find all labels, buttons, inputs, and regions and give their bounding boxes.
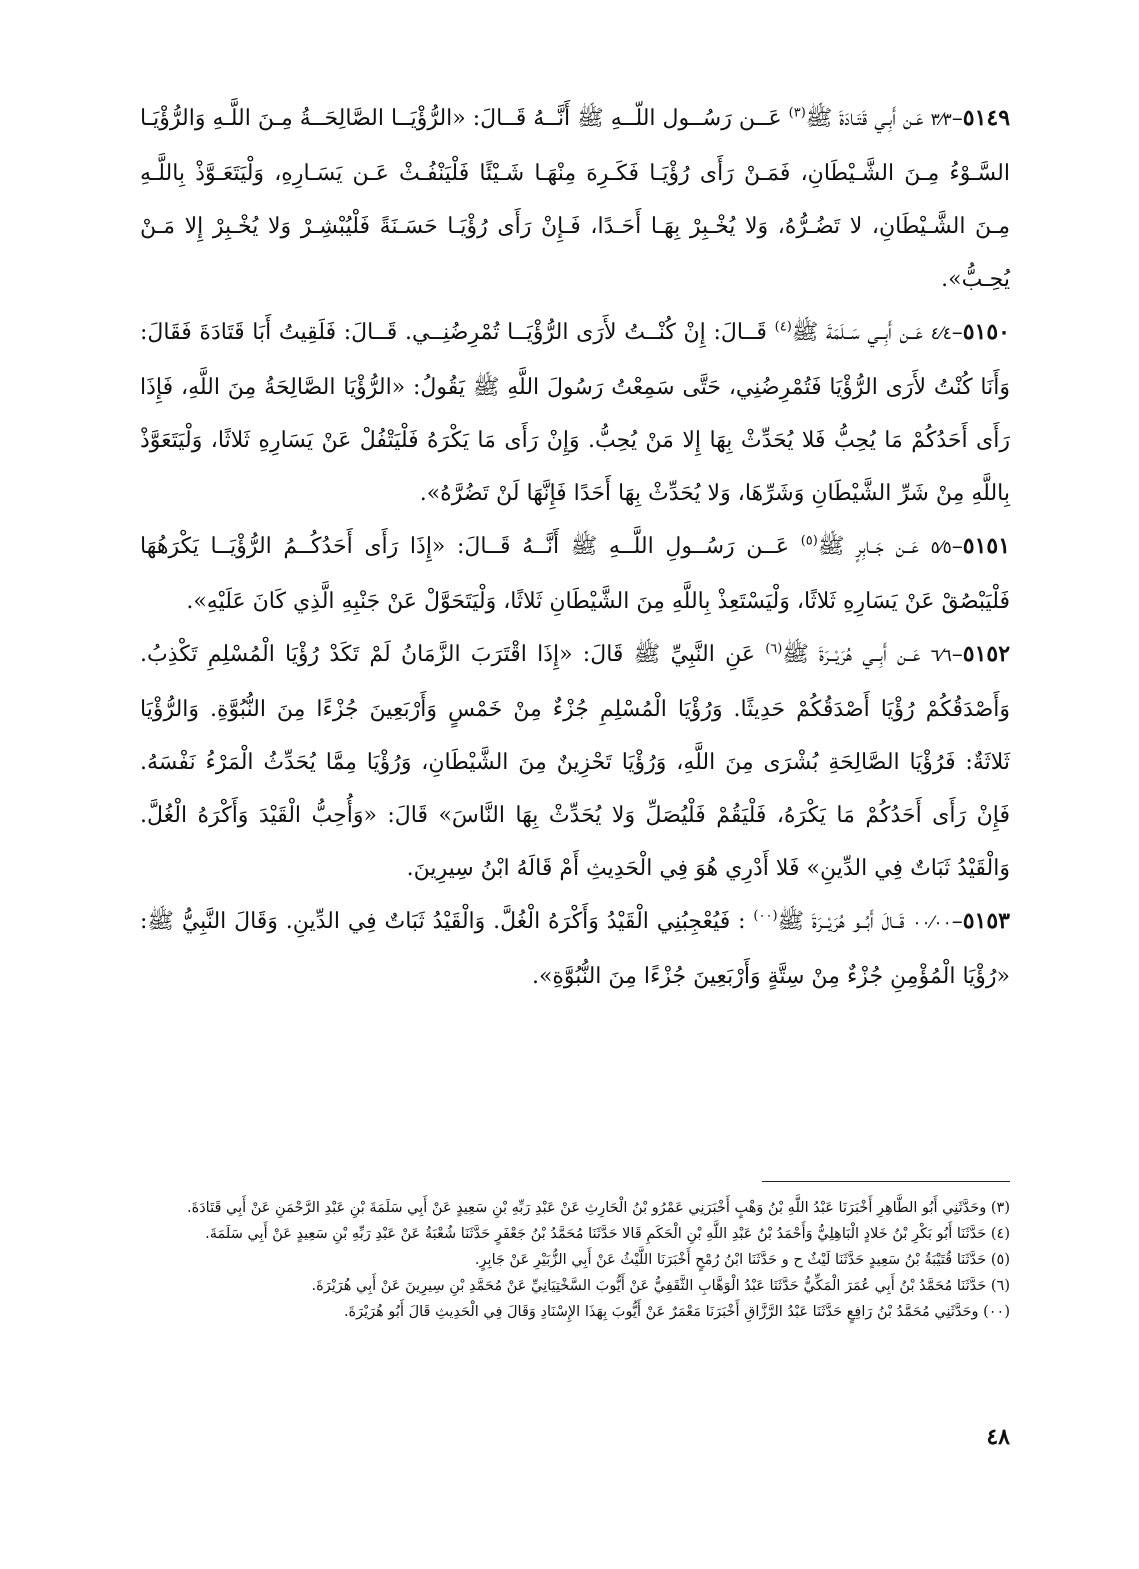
footnote-marker: (٣)	[788, 105, 806, 121]
hadith-narrator: قَــالَ أَبُــو هُرَيْــرَةَ ﷺ	[777, 909, 905, 934]
footnote-mark: (٠٠)	[983, 1304, 1010, 1320]
footnote-marker: (٠٠)	[753, 908, 778, 924]
footnote-divider	[762, 1181, 1010, 1182]
hadith-reference: ٣⁄٣	[930, 110, 952, 130]
hadith-number: ٥١٥٢	[962, 641, 1011, 667]
hadith-narrator: عَــن أَبِــي هُرَيْــرَةَ ﷺ	[782, 642, 921, 667]
footnote-00	[128, 1300, 1010, 1325]
hadith-number: ٥١٥٣	[962, 908, 1010, 934]
footnote-3	[128, 1196, 1010, 1221]
hadith-5149: ٥١٤٩–٣⁄٣ عَـن أَبِـي قَتَـادَةَ ﷺ$^{(٣)}$ عَــن رَسُــول اللّــهِ ﷺ أَنَّــهُ قَــالَ: «الرُّؤْيَــا الصَّالِحَــةُ مِـنَ اللَّـهِ وَالرُّؤْيَـا السَّـوْءُ مِـنَ الشَّـيْطَانِ، فَمَـنْ رَأَى رُؤْيَـا فَكَـرِهَ مِنْهَـا شَـيْئًا فَلْيَنْفُـثْ عَـن يَسَـارِهِ، وَلْيَتَعَـوَّذْ بِاللَّـهِ مِـنَ الشَّـيْطَانِ، لا تَضُـرُّهُ، وَلا يُخْـبِرْ بِهَـا أَحَـدًا، فَـإِنْ رَأَى رُؤْيَـا حَسَـنَةً فَلْيُبْشِـرْ وَلا يُخْـبِرْ إِلا مَـنْ يُحِـبُّ».	[140, 105, 1011, 292]
hadith-text: عَنِ النَّبِيِّ ﷺ قَالَ: «إِذَا اقْتَرَبَ الزَّمَانُ لَمْ تَكَدْ رُؤْيَا الْمُسْلِمِ تَكْذِبُ. وَأَصْدَقُكُمْ رُؤْيَا أَصْدَقُكُمْ حَدِيثًا. وَرُؤْيَا الْمُسْلِمِ جُزْءٌ مِنْ خَمْسٍ وَأَرْبَعِينَ جُزْءًا مِنَ النُّبُوَّةِ. وَالرُّؤْيَا ثَلاثَةٌ: فَرُؤْيَا الصَّالِحَةِ بُشْرَى مِنَ اللَّهِ، وَرُؤْيَا تَحْزِينٌ مِنَ الشَّيْطَانِ، وَرُؤْيَا مِمَّا يُحَدِّثُ الْمَرْءُ نَفْسَهُ. فَإِنْ رَأَى أَحَدُكُمْ مَا يَكْرَهُ، فَلْيَقُمْ فَلْيُصَلِّ وَلا يُحَدِّثْ بِهَا النَّاسَ» قَالَ: «وَأُحِبُّ الْقَيْدَ وَأَكْرَهُ الْغُلَّ. وَالْقَيْدُ ثَبَاتٌ فِي الدِّينِ» فَلا أَدْرِي هُوَ فِي الْحَدِيثِ أَمْ قَالَهُ ابْنُ سِيرِينَ.	[140, 642, 1010, 881]
footnote-marker: (٦)	[765, 641, 783, 657]
hadith-narrator: عَـن أَبِـي قَتَـادَةَ ﷺ	[805, 106, 924, 131]
footnote-6	[128, 1274, 1010, 1299]
page-number: ٤٨	[986, 1424, 1010, 1450]
footnote-marker: (٤)	[774, 319, 792, 335]
footnote-mark: (٥)	[990, 1252, 1010, 1268]
hadith-body	[140, 92, 1010, 1003]
footnote-mark: (٤)	[990, 1226, 1010, 1242]
hadith-5150: ٥١٥٠–٤⁄٤ عَــن أَبِــي سَــلَمَةَ ﷺ$^{(٤)}$ قَــالَ: إِنْ كُنْــتُ لأَرَى الرُّؤْيَــا تُمْرِضُنِــي. قَــالَ: فَلَقِيتُ أَبَا قَتَادَةَ فَقَالَ: وَأَنَا كُنْتُ لأَرَى الرُّؤْيَا فَتُمْرِضُنِي، حَتَّى سَمِعْتُ رَسُولَ اللَّهِ ﷺ يَقُولُ: «الرُّؤْيَا الصَّالِحَةُ مِنَ اللَّهِ، فَإِذَا رَأَى أَحَدُكُمْ مَا يُحِبُّ فَلا يُحَدِّثْ بِهَا إِلا مَنْ يُحِبُّ. وَإِنْ رَأَى مَا يَكْرَهُ فَلْيَتْفُلْ عَنْ يَسَارِهِ ثَلاثًا، وَلْيَتَعَوَّذْ بِاللَّهِ مِنْ شَرِّ الشَّيْطَانِ وَشَرِّهَا، وَلا يُحَدِّثْ بِهَا أَحَدًا فَإِنَّهَا لَنْ تَضُرَّهُ».	[140, 319, 1010, 506]
footnote-4	[128, 1222, 1010, 1247]
footnote-marker: (٥)	[800, 533, 818, 549]
hadith-reference: ٦⁄٦	[930, 646, 952, 666]
hadith-text: عَــن رَسُــول اللّــهِ ﷺ أَنَّــهُ قَــالَ: «الرُّؤْيَــا الصَّالِحَــةُ مِـنَ اللَّـهِ وَالرُّؤْيَـا السَّـوْءُ مِـنَ الشَّـيْطَانِ، فَمَـنْ رَأَى رُؤْيَـا فَكَـرِهَ مِنْهَـا شَـيْئًا فَلْيَنْفُـثْ عَـن يَسَـارِهِ، وَلْيَتَعَـوَّذْ بِاللَّـهِ مِـنَ الشَّـيْطَانِ، لا تَضُـرُّهُ، وَلا يُخْـبِرْ بِهَـا أَحَـدًا، فَـإِنْ رَأَى رُؤْيَـا حَسَـنَةً فَلْيُبْشِـرْ وَلا يُخْـبِرْ إِلا مَـنْ يُحِـبُّ».	[140, 106, 1010, 292]
hadith-number: ٥١٥١	[962, 533, 1011, 559]
hadith-5152: ٥١٥٢–٦⁄٦ عَــن أَبِــي هُرَيْــرَةَ ﷺ$^{(٦)}$ عَنِ النَّبِيِّ ﷺ قَالَ: «إِذَا اقْتَرَبَ الزَّمَانُ لَمْ تَكَدْ رُؤْيَا الْمُسْلِمِ تَكْذِبُ. وَأَصْدَقُكُمْ رُؤْيَا أَصْدَقُكُمْ حَدِيثًا. وَرُؤْيَا الْمُسْلِمِ جُزْءٌ مِنْ خَمْسٍ وَأَرْبَعِينَ جُزْءًا مِنَ النُّبُوَّةِ. وَالرُّؤْيَا ثَلاثَةٌ: فَرُؤْيَا الصَّالِحَةِ بُشْرَى مِنَ اللَّهِ، وَرُؤْيَا تَحْزِينٌ مِنَ الشَّيْطَانِ، وَرُؤْيَا مِمَّا يُحَدِّثُ الْمَرْءُ نَفْسَهُ. فَإِنْ رَأَى أَحَدُكُمْ مَا يَكْرَهُ، فَلْيَقُمْ فَلْيُصَلِّ وَلا يُحَدِّثْ بِهَا النَّاسَ» قَالَ: «وَأُحِبُّ الْقَيْدَ وَأَكْرَهُ الْغُلَّ. وَالْقَيْدُ ثَبَاتٌ فِي الدِّينِ» فَلا أَدْرِي هُوَ فِي الْحَدِيثِ أَمْ قَالَهُ ابْنُ سِيرِينَ.	[140, 641, 1011, 881]
footnote-mark: (٣)	[990, 1200, 1010, 1216]
hadith-reference: ٤⁄٤	[930, 324, 952, 344]
hadith-text: عَــن رَسُــولِ اللَّــهِ ﷺ أَنَّــهُ قَــالَ: «إِذَا رَأَى أَحَدُكُــمُ الرُّؤْيَــا يَكْرَهُهَا فَلْيَبْصُقْ عَنْ يَسَارِهِ ثَلاثًا، وَلْيَسْتَعِذْ بِاللَّهِ مِنَ الشَّيْطَانِ ثَلاثًا، وَلْيَتَحَوَّلْ عَنْ جَنْبِهِ الَّذِي كَانَ عَلَيْهِ».	[140, 534, 1010, 614]
hadith-number: ٥١٤٩	[962, 105, 1011, 131]
hadith-number: ٥١٥٠	[962, 319, 1010, 345]
footnote-text: حَدَّثَنَا قُتَيْبَةُ بْنُ سَعِيدٍ حَدَّثَنَا لَيْثٌ ح و حَدَّثَنَا ابْنُ رُمْحٍ أَخْبَرَنَا اللَّيْثُ عَنْ أَبِي الزُّبَيْرِ عَنْ جَابِرٍ.	[474, 1252, 987, 1268]
hadith-text: : فَيُعْجِبُنِي الْقَيْدُ وَأَكْرَهُ الْغُلَّ. وَالْقَيْدُ ثَبَاتٌ فِي الدِّينِ. وَقَالَ النَّبِيُّ ﷺ: «رُؤْيَا الْمُؤْمِنِ جُزْءٌ مِنْ سِتَّةٍ وَأَرْبَعِينَ جُزْءًا مِنَ النُّبُوَّةِ».	[140, 909, 1010, 989]
footnote-text: حَدَّثَنَا أَبُو بَكْرِ بْنُ خَلادٍ الْبَاهِلِيُّ وَأَحْمَدُ بْنُ عَبْدِ اللَّهِ بْنِ الْحَكَمِ قَالا حَدَّثَنَا مُحَمَّدُ بْنُ جَعْفَرٍ حَدَّثَنَا شُعْبَةُ عَنْ عَبْدِ رَبِّهِ بْنِ سَعِيدٍ عَنْ أَبِي سَلَمَةَ.	[205, 1226, 987, 1242]
hadith-5153: ٥١٥٣–٠٠⁄٠٠ قَــالَ أَبُــو هُرَيْــرَةَ ﷺ$^{(٠٠)}$ : فَيُعْجِبُنِي الْقَيْدُ وَأَكْرَهُ الْغُلَّ. وَالْقَيْدُ ثَبَاتٌ فِي الدِّينِ. وَقَالَ النَّبِيُّ ﷺ: «رُؤْيَا الْمُؤْمِنِ جُزْءٌ مِنْ سِتَّةٍ وَأَرْبَعِينَ جُزْءًا مِنَ النُّبُوَّةِ».	[140, 908, 1010, 989]
hadith-reference: ٥⁄٥	[930, 538, 952, 558]
footnote-mark: (٦)	[990, 1278, 1010, 1294]
hadith-text: قَــالَ: إِنْ كُنْــتُ لأَرَى الرُّؤْيَــا تُمْرِضُنِــي. قَــالَ: فَلَقِيتُ أَبَا قَتَادَةَ فَقَالَ: وَأَنَا كُنْتُ لأَرَى الرُّؤْيَا فَتُمْرِضُنِي، حَتَّى سَمِعْتُ رَسُولَ اللَّهِ ﷺ يَقُولُ: «الرُّؤْيَا الصَّالِحَةُ مِنَ اللَّهِ، فَإِذَا رَأَى أَحَدُكُمْ مَا يُحِبُّ فَلا يُحَدِّثْ بِهَا إِلا مَنْ يُحِبُّ. وَإِنْ رَأَى مَا يَكْرَهُ فَلْيَتْفُلْ عَنْ يَسَارِهِ ثَلاثًا، وَلْيَتَعَوَّذْ بِاللَّهِ مِنْ شَرِّ الشَّيْطَانِ وَشَرِّهَا، وَلا يُحَدِّثْ بِهَا أَحَدًا فَإِنَّهَا لَنْ تَضُرَّهُ».	[140, 320, 1010, 506]
footnote-text: وحَدَّثَنِي مُحَمَّدُ بْنُ رَافِعٍ حَدَّثَنَا عَبْدُ الرَّزَّاقِ أَخْبَرَنَا مَعْمَرٌ عَنْ أَيُّوبَ بِهَذَا الإِسْنَادِ وَقَالَ فِي الْحَدِيثِ قَالَ أَبُو هُرَيْرَةَ.	[343, 1304, 979, 1320]
hadith-narrator: عَــن جَــابِرٍ ﷺ	[817, 534, 919, 559]
footnote-5	[128, 1248, 1010, 1273]
hadith-narrator: عَــن أَبِــي سَــلَمَةَ ﷺ	[791, 320, 923, 345]
footnotes-section	[128, 1196, 1010, 1326]
footnote-text: وحَدَّثَنِي أَبُو الطَّاهِرِ أَخْبَرَنَا عَبْدُ اللَّهِ بْنُ وَهْبٍ أَخْبَرَنِي عَمْرُو بْنُ الْحَارِثِ عَنْ عَبْدِ رَبِّهِ بْنِ سَعِيدٍ عَنْ أَبِي سَلَمَةَ بْنِ عَبْدِ الرَّحْمَنِ عَنْ أَبِي قَتَادَةَ.	[187, 1200, 987, 1216]
hadith-reference: ٠٠⁄٠٠	[912, 913, 952, 933]
hadith-5151: ٥١٥١–٥⁄٥ عَــن جَــابِرٍ ﷺ$^{(٥)}$ عَــن رَسُــولِ اللَّــهِ ﷺ أَنَّــهُ قَــالَ: «إِذَا رَأَى أَحَدُكُــمُ الرُّؤْيَــا يَكْرَهُهَا فَلْيَبْصُقْ عَنْ يَسَارِهِ ثَلاثًا، وَلْيَسْتَعِذْ بِاللَّهِ مِنَ الشَّيْطَانِ ثَلاثًا، وَلْيَتَحَوَّلْ عَنْ جَنْبِهِ الَّذِي كَانَ عَلَيْهِ».	[140, 533, 1011, 614]
footnote-text: حَدَّثَنَا مُحَمَّدُ بْنُ أَبِي عُمَرَ الْمَكِّيُّ حَدَّثَنَا عَبْدُ الْوَهَّابِ الثَّقَفِيُّ عَنْ أَيُّوبَ السَّخْتِيَانِيِّ عَنْ مُحَمَّدِ بْنِ سِيرِينَ عَنْ أَبِي هُرَيْرَةَ.	[311, 1278, 987, 1294]
